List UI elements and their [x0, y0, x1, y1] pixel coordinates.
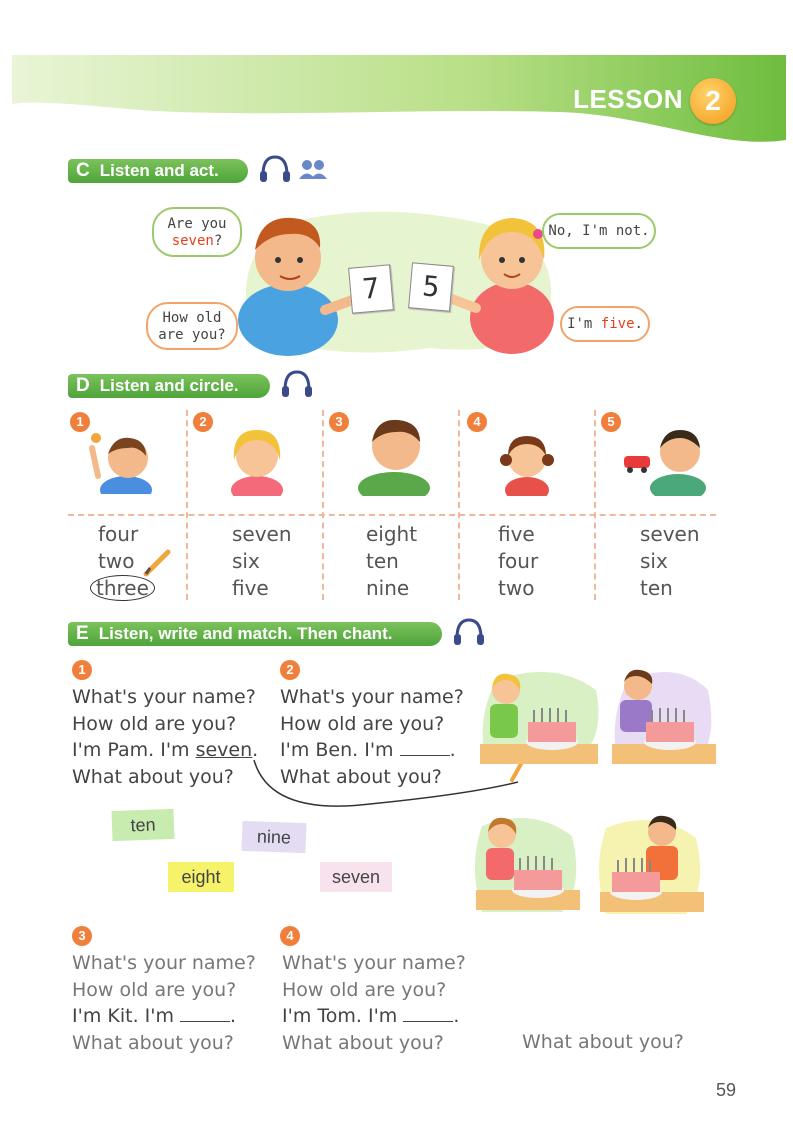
dialog-line: What's your name? — [72, 686, 256, 708]
grid-divider — [186, 410, 188, 600]
word-tag[interactable]: ten — [111, 809, 174, 841]
bubble-number-word: five — [600, 316, 635, 332]
option-word[interactable]: ten — [640, 576, 673, 600]
girl-with-birthday-cake-picture — [476, 660, 604, 770]
option-word-circled[interactable] — [90, 575, 155, 602]
pair-work-icon — [298, 158, 328, 180]
child-illustration — [84, 428, 160, 494]
option-word[interactable]: four — [98, 522, 139, 546]
boy-with-birthday-cake-picture-2 — [596, 808, 708, 920]
lesson-banner — [0, 0, 793, 160]
child-illustration — [620, 422, 712, 496]
page-number: 59 — [716, 1080, 737, 1100]
bubble-text: Are you — [167, 216, 227, 232]
child-illustration — [496, 424, 558, 496]
word-tag[interactable]: seven — [320, 862, 392, 892]
option-word[interactable]: five — [498, 522, 535, 546]
grid-divider — [594, 410, 596, 600]
speech-bubble-are-you-seven — [152, 207, 242, 257]
word-tag[interactable]: nine — [241, 821, 306, 853]
word-tag[interactable]: eight — [168, 862, 234, 892]
grid-divider — [458, 410, 460, 600]
bubble-text: are you? — [158, 327, 226, 343]
option-word[interactable]: ten — [366, 549, 399, 573]
speech-bubble-how-old — [146, 302, 238, 350]
option-word[interactable]: seven — [640, 522, 700, 546]
section-letter: E — [76, 623, 89, 644]
child-illustration — [222, 420, 292, 496]
child-illustration — [352, 408, 436, 496]
dialog-line: How old are you? — [72, 978, 237, 1001]
item-number: 2 — [280, 660, 300, 680]
dialog-line: I'm Kit. I'm . — [72, 1005, 237, 1027]
item-number: 3 — [72, 926, 92, 946]
option-word[interactable]: eight — [366, 522, 418, 546]
section-title: Listen, write and match. Then chant. — [98, 624, 393, 643]
item-number: 1 — [70, 412, 90, 432]
headphones-icon — [258, 153, 292, 185]
dialog-line: How old are you? — [72, 712, 237, 735]
option-word[interactable]: seven — [232, 522, 292, 546]
option-word[interactable]: two — [98, 549, 135, 573]
lesson-number-badge: 2 — [690, 78, 736, 124]
item-number: 1 — [72, 660, 92, 680]
dialog-line: I'm Ben. I'm . — [280, 739, 456, 761]
dialog-line: What about you? — [282, 1031, 444, 1054]
dialog-line: I'm Pam. I'm seven. — [72, 739, 259, 761]
section-c-heading — [68, 159, 248, 183]
bubble-punct: ? — [213, 233, 223, 249]
section-letter: C — [76, 160, 90, 181]
speech-bubble-im-five — [560, 306, 650, 342]
section-letter: D — [76, 375, 90, 396]
dialog-line: I'm Tom. I'm . — [282, 1005, 460, 1027]
grid-divider — [68, 514, 716, 516]
number-card-boy: 7 — [348, 264, 394, 313]
item-number: 4 — [280, 926, 300, 946]
kids-showing-cards-illustration — [230, 198, 570, 360]
section-title: Listen and act. — [99, 161, 219, 180]
answer-blank[interactable] — [180, 1005, 230, 1022]
headphones-icon — [452, 616, 486, 648]
option-word[interactable]: six — [232, 549, 260, 573]
option-word[interactable]: two — [498, 576, 535, 600]
circled-answer: three — [90, 575, 155, 601]
dialog-line: What's your name? — [280, 686, 464, 708]
headphones-icon — [280, 368, 314, 400]
section-e-heading — [68, 622, 442, 646]
section-d-heading — [68, 374, 270, 398]
filled-answer: seven — [195, 739, 253, 761]
answer-blank[interactable] — [400, 739, 450, 756]
number-card-girl: 5 — [408, 262, 454, 311]
bubble-number-word: seven — [171, 233, 214, 249]
dialog-4 — [282, 950, 466, 1056]
option-word[interactable]: nine — [366, 576, 410, 600]
grid-divider — [322, 410, 324, 600]
dialog-line: How old are you? — [280, 712, 445, 735]
dialog-3 — [72, 950, 256, 1056]
dialog-line: How old are you? — [282, 978, 447, 1001]
bubble-punct: . — [634, 316, 643, 332]
final-chant-line: What about you? — [522, 1031, 684, 1053]
speech-bubble-no-im-not: No, I'm not. — [542, 213, 656, 249]
item-number: 5 — [601, 412, 621, 432]
section-title: Listen and circle. — [99, 376, 239, 395]
pencil-icon — [142, 548, 172, 578]
bubble-text: I'm — [567, 316, 601, 332]
dialog-line: What about you? — [72, 765, 234, 788]
option-word[interactable]: four — [498, 549, 539, 573]
item-number: 2 — [193, 412, 213, 432]
dialog-line: What about you? — [72, 1031, 234, 1054]
answer-blank[interactable] — [403, 1005, 453, 1022]
lesson-label: LESSON — [573, 84, 683, 114]
boy-with-birthday-cake-picture — [608, 660, 718, 770]
option-word[interactable]: six — [640, 549, 668, 573]
option-word[interactable]: five — [232, 576, 269, 600]
dialog-1 — [72, 684, 258, 790]
dialog-line: What about you? — [280, 765, 442, 788]
dialog-line: What's your name? — [72, 952, 256, 974]
item-number: 3 — [329, 412, 349, 432]
item-number: 4 — [467, 412, 487, 432]
girl-with-birthday-cake-picture-2 — [472, 806, 584, 918]
dialog-line: What's your name? — [282, 952, 466, 974]
bubble-text: How old — [162, 310, 222, 326]
